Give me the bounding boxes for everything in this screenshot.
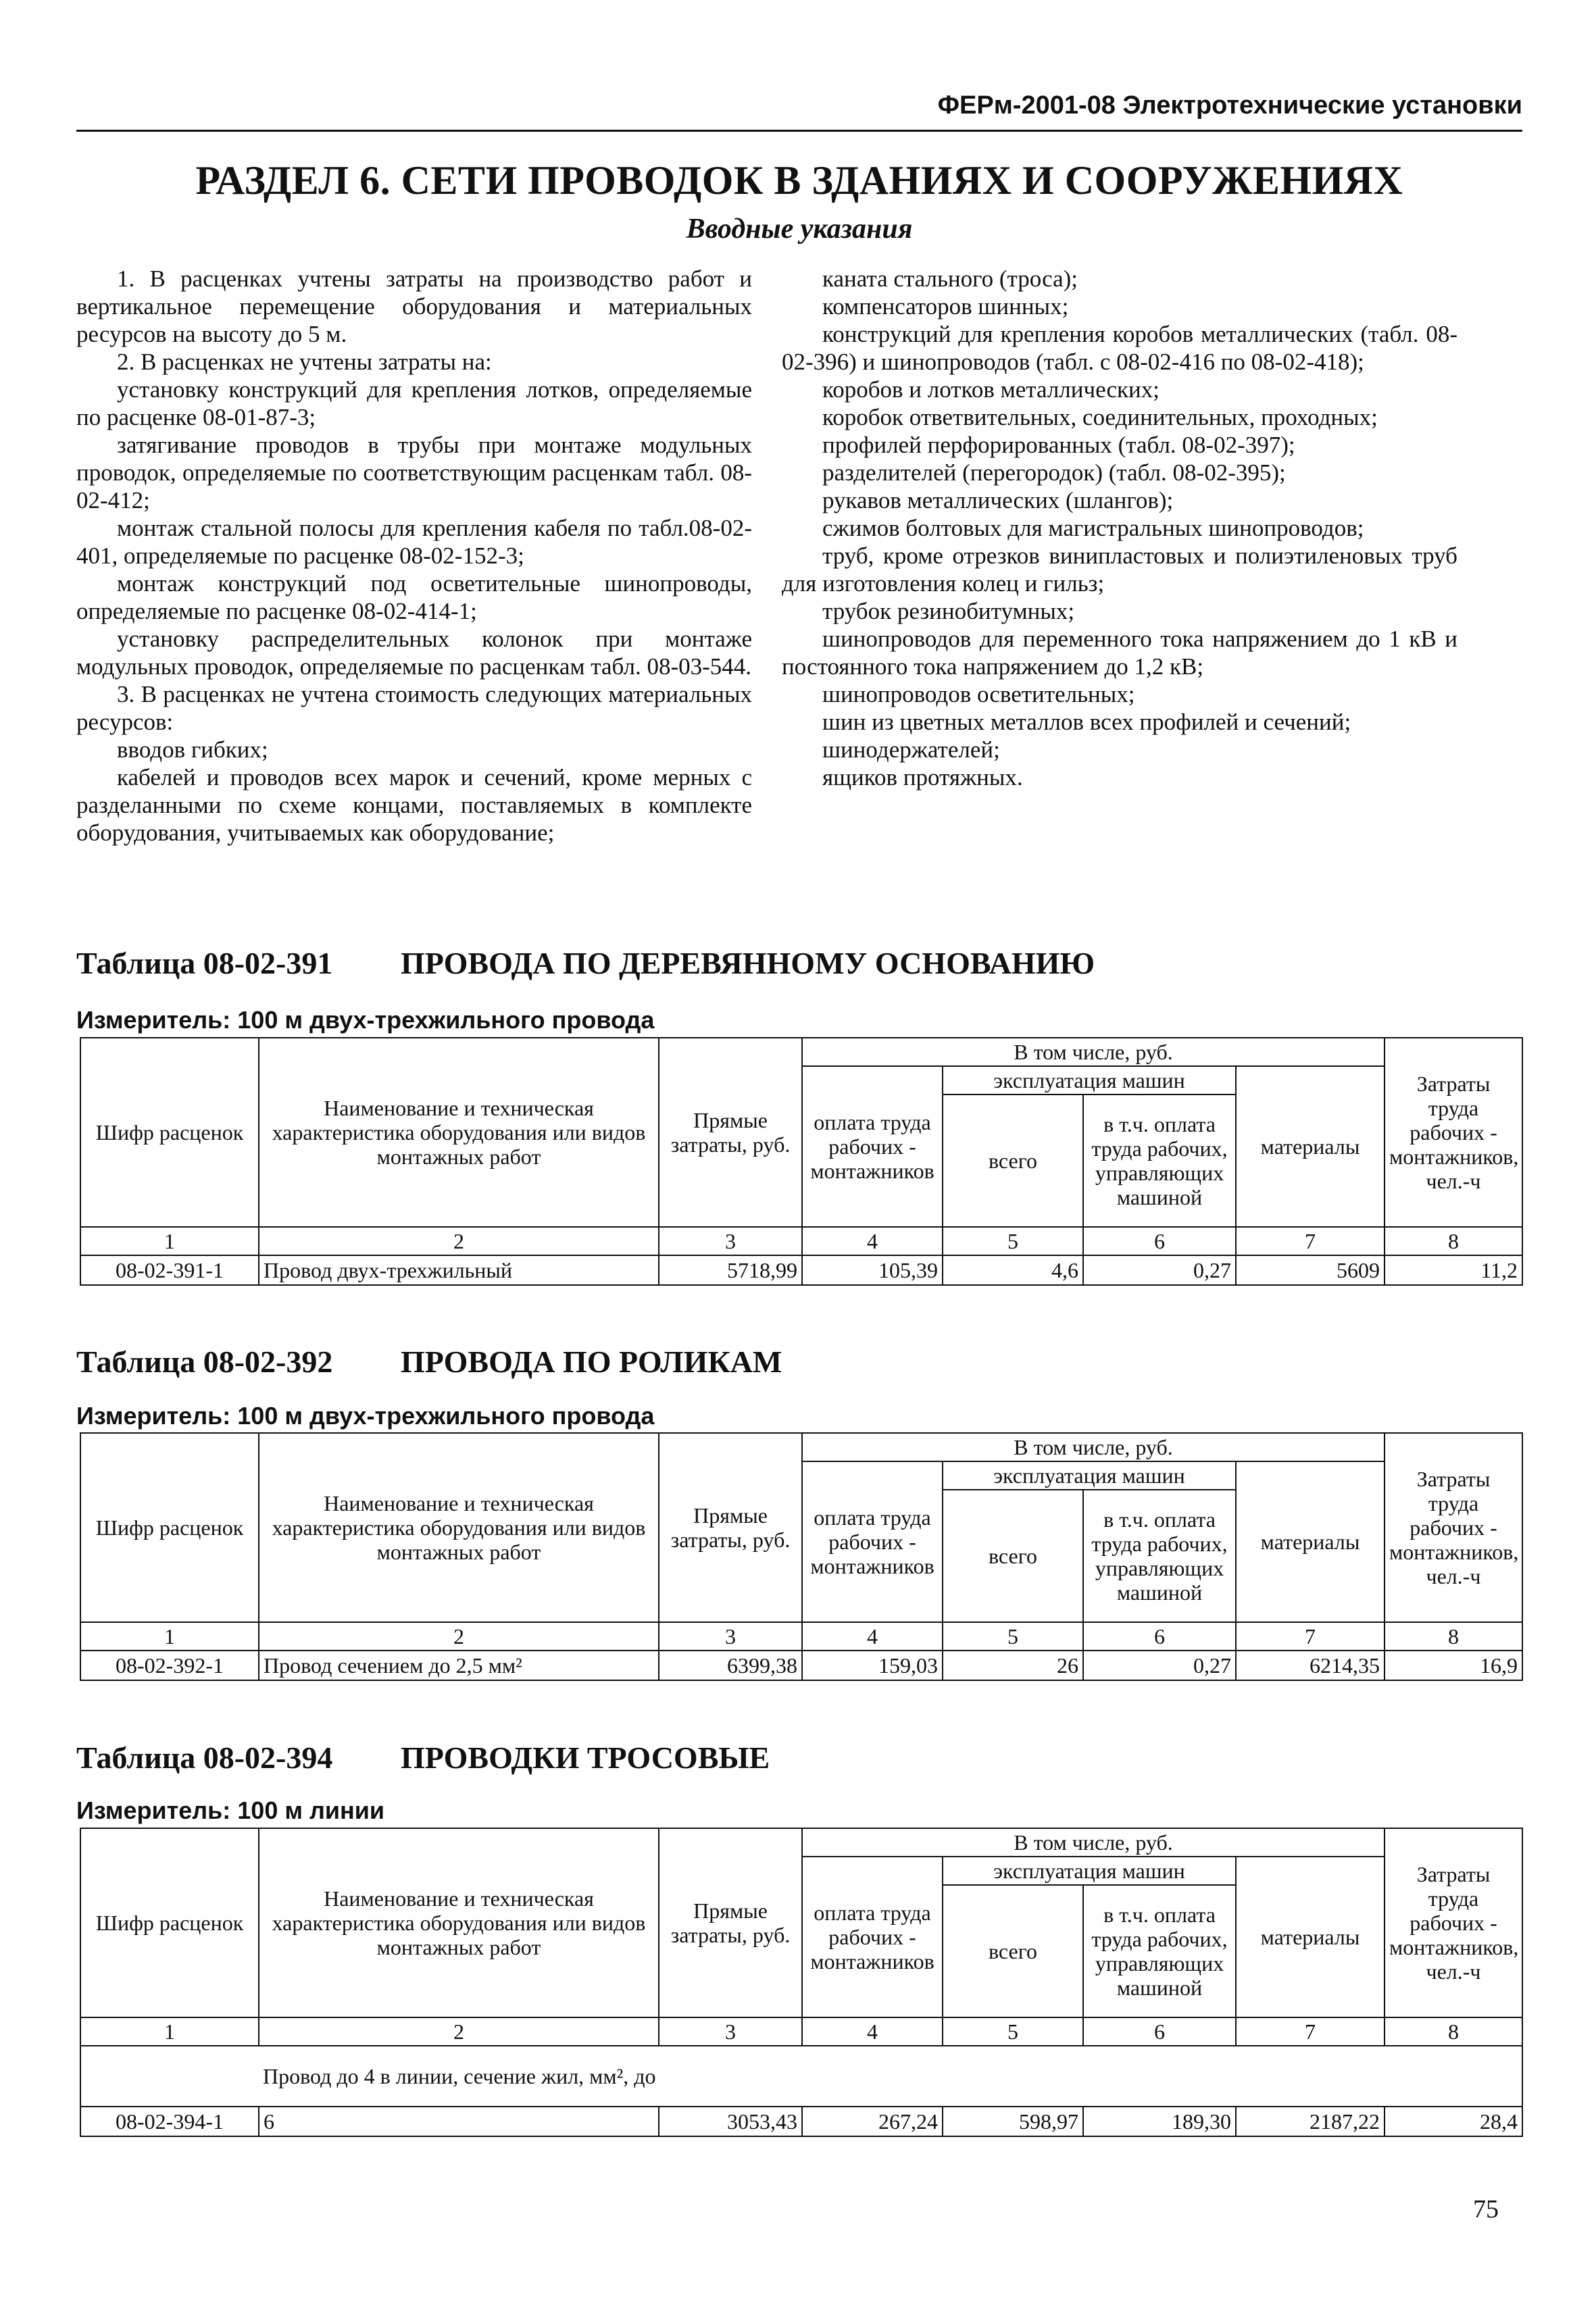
intro-paragraph: 2. В расценках не учтены затраты на: (117, 349, 492, 375)
column-number: 1 (80, 2017, 259, 2046)
table-unit: Измеритель: 100 м двух-трехжильного провода (76, 1006, 655, 1034)
header-labor-pay: оплата труда рабочих - монтажников (802, 1857, 943, 2017)
rate-code: 08-02-391-1 (80, 1255, 259, 1285)
header-name: Наименование и техническая характеристика оборудования или видов монтажных работ (259, 1433, 659, 1622)
table-unit: Измеритель: 100 м двух-трехжильного провода (76, 1402, 655, 1430)
intro-title: Вводные указания (686, 213, 913, 245)
intro-paragraph: вводов гибких; (117, 736, 268, 763)
rate-machines-total: 4,6 (943, 1255, 1083, 1285)
intro-paragraph: шинодержателей; (822, 736, 1000, 763)
rate-name: Провод сечением до 2,5 мм² (259, 1651, 659, 1680)
table-title-391 (76, 945, 1095, 982)
column-number: 6 (1083, 1622, 1236, 1651)
column-number: 4 (802, 1622, 943, 1651)
column-number: 8 (1385, 2017, 1522, 2046)
header-labor-pay: оплата труда рабочих - монтажников (802, 1461, 943, 1622)
intro-paragraph: установку распределительных колонок при монтаже модульных проводок, определяемые по расценкам табл. 08-03-544. (76, 626, 752, 680)
column-number: 5 (943, 1227, 1083, 1255)
rate-direct: 3053,43 (659, 2107, 802, 2136)
header-including: В том числе, руб. (802, 1038, 1385, 1066)
column-number: 4 (802, 1227, 943, 1255)
header-machines-total: всего (943, 1095, 1083, 1227)
intro-paragraph: конструкций для крепления коробов металлических (табл. 08-02-396) и шинопроводов (табл. с 08-02-416 по 08-02-418); (782, 321, 1457, 375)
group-row (80, 2046, 1522, 2107)
rate-code: 08-02-394-1 (80, 2107, 259, 2136)
intro-paragraph: коробок ответвительных, соединительных, проходных; (822, 404, 1378, 430)
rates-table-394 (80, 1828, 1523, 2137)
intro-paragraph: рукавов металлических (шлангов); (822, 487, 1174, 513)
rates-table-391 (80, 1037, 1523, 1286)
intro-paragraph: 3. В расценках не учтена стоимость следующих материальных ресурсов: (76, 681, 752, 735)
intro-left-column (76, 265, 752, 847)
rate-machines-labor: 0,27 (1083, 1255, 1236, 1285)
header-labor-pay: оплата труда рабочих - монтажников (802, 1066, 943, 1227)
intro-paragraph: шинопроводов осветительных; (822, 681, 1135, 707)
rate-machines-total: 598,97 (943, 2107, 1083, 2136)
header-machines-labor: в т.ч. оплата труда рабочих, управляющих машиной (1083, 1885, 1236, 2017)
intro-paragraph: установку конструкций для крепления лотков, определяемые по расценке 08-01-87-3; (76, 376, 752, 430)
intro-paragraph: 1. В расценках учтены затраты на производство работ и вертикальное перемещение оборудования и материальных ресурсов на высоту до 5 м. (76, 266, 752, 347)
header-including: В том числе, руб. (802, 1828, 1385, 1857)
rate-direct: 5718,99 (659, 1255, 802, 1285)
rate-code: 08-02-392-1 (80, 1651, 259, 1680)
header-code: Шифр расценок (80, 1828, 259, 2017)
table-row (80, 2107, 1522, 2136)
table-number: Таблица 08-02-392 (76, 1344, 333, 1379)
intro-paragraph: трубок резинобитумных; (822, 598, 1075, 624)
group-label: Провод до 4 в линии, сечение жил, мм², до (259, 2046, 1522, 2107)
intro-paragraph: профилей перфорированных (табл. 08-02-397); (822, 432, 1295, 458)
column-number: 2 (259, 1227, 659, 1255)
group-blank (80, 2046, 259, 2107)
column-number: 6 (1083, 1227, 1236, 1255)
header-machines: эксплуатация машин (943, 1461, 1236, 1490)
header-machines-total: всего (943, 1490, 1083, 1622)
table-name: ПРОВОДКИ ТРОСОВЫЕ (401, 1740, 770, 1775)
column-number: 3 (659, 2017, 802, 2046)
intro-paragraph: шин из цветных металлов всех профилей и сечений; (822, 709, 1351, 735)
column-numbers-row (80, 2017, 1522, 2046)
intro-right-column (782, 265, 1457, 791)
rate-materials: 5609 (1236, 1255, 1385, 1285)
column-number: 5 (943, 1622, 1083, 1651)
table-row (80, 1255, 1522, 1285)
intro-paragraph: кабелей и проводов всех марок и сечений, кроме мерных с разделанными по схеме концами, поставляемых в комплекте оборудования, учитываемых как оборудование; (76, 764, 752, 846)
column-number: 1 (80, 1622, 259, 1651)
column-number: 7 (1236, 1227, 1385, 1255)
rate-machines-labor: 189,30 (1083, 2107, 1236, 2136)
column-number: 4 (802, 2017, 943, 2046)
header-materials: материалы (1236, 1857, 1385, 2017)
intro-paragraph: труб, кроме отрезков винипластовых и полиэтиленовых труб для изготовления колец и гильз; (782, 543, 1457, 597)
rate-materials: 6214,35 (1236, 1651, 1385, 1680)
rate-direct: 6399,38 (659, 1651, 802, 1680)
header-machines-labor: в т.ч. оплата труда рабочих, управляющих машиной (1083, 1490, 1236, 1622)
table-number: Таблица 08-02-391 (76, 946, 333, 980)
rate-labor: 28,4 (1385, 2107, 1522, 2136)
header-machines: эксплуатация машин (943, 1857, 1236, 1885)
intro-paragraph: шинопроводов для переменного тока напряжением до 1 кВ и постоянного тока напряжением до 1,2 кВ; (782, 626, 1457, 680)
intro-paragraph: затягивание проводов в трубы при монтаже модульных проводок, определяемые по соответствующим расценкам табл. 08-02-412; (76, 432, 752, 513)
column-number: 7 (1236, 2017, 1385, 2046)
header-labor: Затраты труда рабочих - монтажников, чел.-ч (1385, 1433, 1522, 1622)
header-labor: Затраты труда рабочих - монтажников, чел.-ч (1385, 1828, 1522, 2017)
table-name: ПРОВОДА ПО ДЕРЕВЯННОМУ ОСНОВАНИЮ (401, 946, 1095, 980)
header-including: В том числе, руб. (802, 1433, 1385, 1461)
header-direct: Прямые затраты, руб. (659, 1433, 802, 1622)
column-number: 3 (659, 1227, 802, 1255)
column-number: 8 (1385, 1227, 1522, 1255)
running-header: ФЕРм-2001-08 Электротехнические установки (76, 88, 1522, 132)
table-row (80, 1651, 1522, 1680)
column-number: 6 (1083, 2017, 1236, 2046)
header-materials: материалы (1236, 1066, 1385, 1227)
column-number: 7 (1236, 1622, 1385, 1651)
header-labor: Затраты труда рабочих - монтажников, чел.-ч (1385, 1038, 1522, 1227)
column-number: 5 (943, 2017, 1083, 2046)
column-numbers-row (80, 1622, 1522, 1651)
intro-paragraph: сжимов болтовых для магистральных шинопроводов; (822, 515, 1364, 541)
intro-paragraph: монтаж конструкций под осветительные шинопроводы, определяемые по расценке 08-02-414-1; (76, 570, 752, 624)
table-title-394 (76, 1739, 770, 1777)
intro-paragraph: разделителей (перегородок) (табл. 08-02-395); (822, 459, 1286, 486)
rate-machines-total: 26 (943, 1651, 1083, 1680)
rate-labor: 11,2 (1385, 1255, 1522, 1285)
header-code: Шифр расценок (80, 1433, 259, 1622)
rate-labor-pay: 105,39 (802, 1255, 943, 1285)
table-unit: Измеритель: 100 м линии (76, 1796, 384, 1824)
page-number: 75 (1473, 2195, 1499, 2223)
header-machines: эксплуатация машин (943, 1066, 1236, 1095)
section-title: РАЗДЕЛ 6. СЕТИ ПРОВОДОК В ЗДАНИЯХ И СООРУЖЕНИЯХ (195, 158, 1403, 203)
column-number: 2 (259, 2017, 659, 2046)
column-numbers-row (80, 1227, 1522, 1255)
rate-labor-pay: 159,03 (802, 1651, 943, 1680)
intro-paragraph: компенсаторов шинных; (822, 293, 1069, 320)
rate-name: 6 (259, 2107, 659, 2136)
column-number: 2 (259, 1622, 659, 1651)
header-direct: Прямые затраты, руб. (659, 1828, 802, 2017)
column-number: 3 (659, 1622, 802, 1651)
table-name: ПРОВОДА ПО РОЛИКАМ (401, 1344, 782, 1379)
intro-paragraph: каната стального (троса); (822, 266, 1078, 292)
table-title-392 (76, 1343, 782, 1381)
column-number: 1 (80, 1227, 259, 1255)
rate-materials: 2187,22 (1236, 2107, 1385, 2136)
header-name: Наименование и техническая характеристика оборудования или видов монтажных работ (259, 1038, 659, 1227)
rate-machines-labor: 0,27 (1083, 1651, 1236, 1680)
header-machines-labor: в т.ч. оплата труда рабочих, управляющих машиной (1083, 1095, 1236, 1227)
header-direct: Прямые затраты, руб. (659, 1038, 802, 1227)
header-code: Шифр расценок (80, 1038, 259, 1227)
intro-paragraph: коробов и лотков металлических; (822, 376, 1160, 403)
rate-name: Провод двух-трехжильный (259, 1255, 659, 1285)
intro-paragraph: ящиков протяжных. (822, 764, 1023, 790)
rates-table-392 (80, 1432, 1523, 1681)
column-number: 8 (1385, 1622, 1522, 1651)
header-name: Наименование и техническая характеристика оборудования или видов монтажных работ (259, 1828, 659, 2017)
table-number: Таблица 08-02-394 (76, 1740, 333, 1775)
rate-labor-pay: 267,24 (802, 2107, 943, 2136)
header-materials: материалы (1236, 1461, 1385, 1622)
intro-paragraph: монтаж стальной полосы для крепления кабеля по табл.08-02-401, определяемые по расценке 08-02-152-3; (76, 515, 752, 569)
header-machines-total: всего (943, 1885, 1083, 2017)
rate-labor: 16,9 (1385, 1651, 1522, 1680)
